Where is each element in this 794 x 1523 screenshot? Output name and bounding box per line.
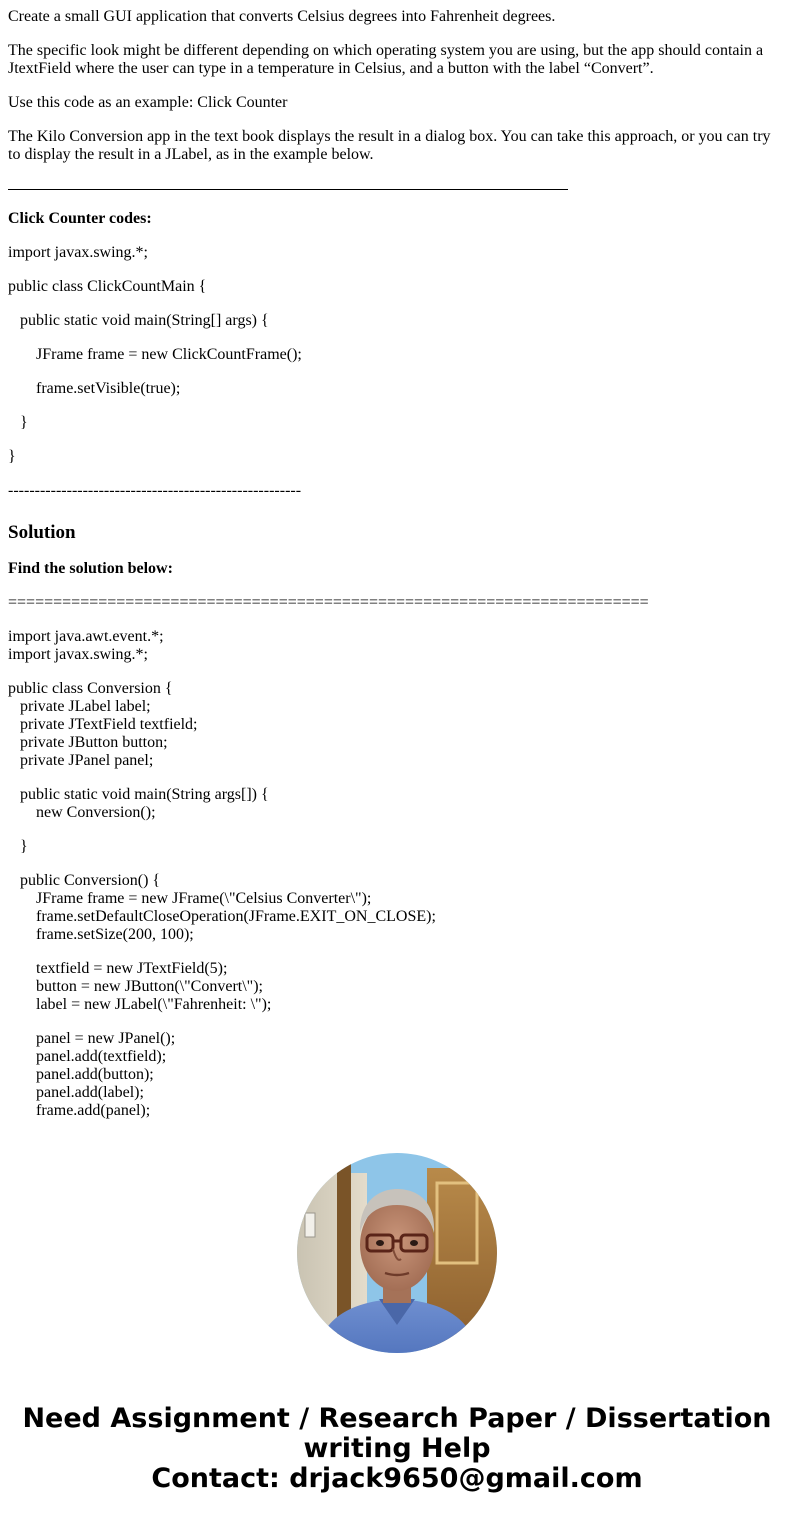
code-line: frame.add(panel); <box>36 1102 151 1119</box>
divider-line <box>8 189 568 190</box>
intro-paragraph-4: The Kilo Conversion app in the text book displays the result in a dialog box. You can take this approach, or you can try to display the result in a JLabel, as in the example below. <box>8 128 771 163</box>
intro-paragraph-3: Use this code as an example: Click Counter <box>8 94 288 111</box>
code-line: frame.setVisible(true); <box>36 380 181 397</box>
code-line: JFrame frame = new JFrame(\"Celsius Converter\"); <box>36 890 372 907</box>
code-line: frame.setSize(200, 100); <box>36 926 194 943</box>
code-line: JFrame frame = new ClickCountFrame(); <box>36 346 302 363</box>
intro-paragraph-2: The specific look might be different depending on which operating system you are using, but the app should contain a JtextField where the user can type in a temperature in Celsius, and a button with the label “Convert”. <box>8 42 764 77</box>
code-line: panel = new JPanel(); <box>36 1030 176 1047</box>
code-line: new Conversion(); <box>36 804 156 821</box>
code-line: private JPanel panel; <box>20 752 154 769</box>
code-line: label = new JLabel(\"Fahrenheit: \"); <box>36 996 272 1013</box>
solution-subtitle: Find the solution below: <box>8 560 173 577</box>
code-line: panel.add(textfield); <box>36 1048 167 1065</box>
page-content <box>8 0 786 1120</box>
code-line: panel.add(label); <box>36 1084 144 1101</box>
solution-title: Solution <box>8 522 76 543</box>
code-line: frame.setDefaultCloseOperation(JFrame.EXIT_ON_CLOSE); <box>36 908 436 925</box>
code-line: public static void main(String[] args) { <box>20 312 269 329</box>
code-line: public class ClickCountMain { <box>8 278 207 295</box>
code-line: button = new JButton(\"Convert\"); <box>36 978 263 995</box>
code-line: public class Conversion { <box>8 680 173 697</box>
code-line: import javax.swing.*; <box>8 244 148 261</box>
promo-headline: Need Assignment / Research Paper / Dissertation writing Help <box>22 1403 772 1464</box>
click-counter-heading: Click Counter codes: <box>8 210 152 227</box>
author-avatar-image <box>297 1153 497 1353</box>
code-line: private JLabel label; <box>20 698 151 715</box>
code-line: } <box>8 448 16 465</box>
code-line: private JButton button; <box>20 734 168 751</box>
code-line: import javax.swing.*; <box>8 646 148 663</box>
code-line: textfield = new JTextField(5); <box>36 960 228 977</box>
code-line: public static void main(String args[]) { <box>20 786 269 803</box>
equals-separator: ======================================================================= <box>8 594 649 611</box>
intro-paragraph-1: Create a small GUI application that converts Celsius degrees into Fahrenheit degrees. <box>8 8 556 25</box>
code-line: public Conversion() { <box>20 872 161 889</box>
contact-email: Contact: drjack9650@gmail.com <box>151 1463 643 1494</box>
code-line: } <box>20 414 28 431</box>
promo-footer <box>0 1404 794 1494</box>
dash-separator: ------------------------------------------------------- <box>8 482 302 499</box>
code-line: } <box>20 838 28 855</box>
code-line: import java.awt.event.*; <box>8 628 164 645</box>
author-photo <box>297 1153 497 1353</box>
code-line: private JTextField textfield; <box>20 716 198 733</box>
solution-code <box>8 628 786 1120</box>
code-line: panel.add(button); <box>36 1066 154 1083</box>
